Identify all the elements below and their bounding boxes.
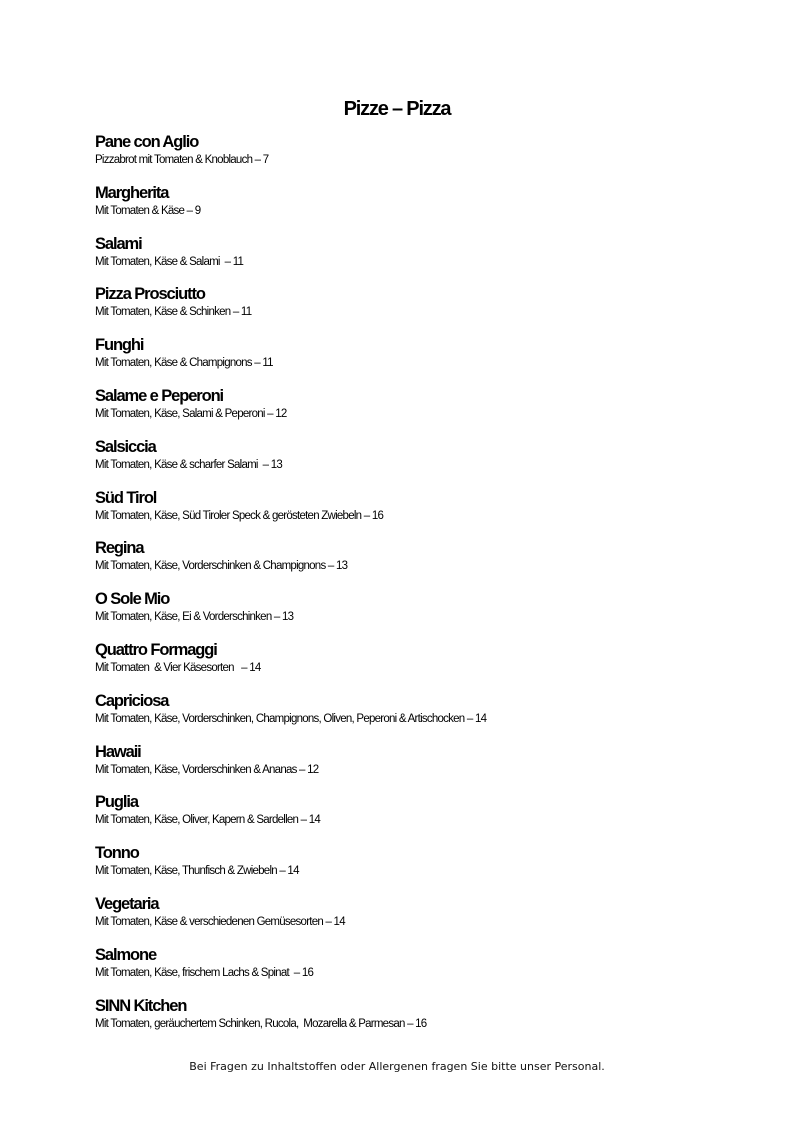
menu-item-description: Mit Tomaten, Käse & Schinken – 11 (95, 306, 252, 319)
menu-item (95, 741, 735, 792)
menu-item-name: Regina (95, 539, 144, 558)
menu-item (95, 385, 735, 436)
menu-item-name: O Sole Mio (95, 590, 170, 609)
menu-item-description: Mit Tomaten, Käse & verschiedenen Gemüsesorten – 14 (95, 915, 345, 928)
menu-item-name: Salmone (95, 945, 157, 964)
menu-item-name: Süd Tirol (95, 488, 157, 507)
menu-item-description: Mit Tomaten, Käse, Vorderschinken & Ananas – 12 (95, 763, 319, 776)
menu-item-description: Mit Tomaten, Käse, Thunfisch & Zwiebeln – 14 (95, 865, 299, 878)
menu-item-description: Mit Tomaten, Käse & Champignons – 11 (95, 357, 273, 370)
menu-item (95, 588, 735, 639)
menu-item-name: Capriciosa (95, 691, 169, 710)
menu-item (95, 131, 735, 182)
menu-item (95, 690, 735, 741)
menu-item (95, 639, 735, 690)
menu-item-name: Hawaii (95, 742, 141, 761)
menu-item-description: Mit Tomaten, Käse & Salami – 11 (95, 255, 244, 268)
menu-item-description: Mit Tomaten, geräuchertem Schinken, Rucola, Mozarella & Parmesan – 16 (95, 1017, 427, 1030)
menu-item-name: Quattro Formaggi (95, 640, 217, 659)
menu-item-name: Puglia (95, 793, 138, 812)
menu-item (95, 995, 735, 1046)
page-title: Pizze – Pizza (343, 98, 451, 120)
menu-item (95, 436, 735, 487)
menu-item (95, 334, 735, 385)
allergen-note: Bei Fragen zu Inhaltstoffen oder Allergenen fragen Sie bitte unser Personal. (189, 1060, 605, 1073)
menu-item-description: Mit Tomaten, Käse, Vorderschinken & Champignons – 13 (95, 560, 348, 573)
menu-item-description: Mit Tomaten, Käse, Süd Tiroler Speck & gerösteten Zwiebeln – 16 (95, 509, 384, 522)
menu-item-description: Mit Tomaten & Vier Käsesorten – 14 (95, 661, 261, 674)
menu-item-description: Mit Tomaten, Käse, Oliver, Kapern & Sardellen – 14 (95, 814, 321, 827)
menu-item-name: Salami (95, 234, 142, 253)
menu-item-description: Mit Tomaten & Käse – 9 (95, 204, 201, 217)
menu-item (95, 233, 735, 284)
menu-item-name: Pane con Aglio (95, 133, 199, 151)
menu-item-name: Tonno (95, 844, 139, 863)
menu-item (95, 893, 735, 944)
menu-item-description: Mit Tomaten, Käse, Ei & Vorderschinken – 13 (95, 611, 294, 624)
menu-item-name: SINN Kitchen (95, 996, 187, 1015)
menu-item-description: Mit Tomaten, Käse & scharfer Salami – 13 (95, 458, 282, 471)
menu-item (95, 283, 735, 334)
menu-item-description: Mit Tomaten, Käse, frischem Lachs & Spinat – 16 (95, 966, 314, 979)
menu-item-name: Vegetaria (95, 894, 159, 913)
menu-item-description: Pizzabrot mit Tomaten & Knoblauch – 7 (95, 154, 269, 166)
menu-item-name: Salsiccia (95, 437, 156, 456)
menu-list (95, 131, 735, 1045)
menu-item-name: Margherita (95, 183, 169, 202)
menu-item (95, 182, 735, 233)
menu-item-name: Funghi (95, 336, 144, 355)
menu-item-description: Mit Tomaten, Käse, Vorderschinken, Champignons, Oliven, Peperoni & Artischocken – 14 (95, 712, 487, 725)
menu-item-name: Salame e Peperoni (95, 386, 224, 405)
menu-item (95, 537, 735, 588)
menu-item-description: Mit Tomaten, Käse, Salami & Peperoni – 12 (95, 407, 287, 420)
menu-item (95, 944, 735, 995)
menu-item (95, 842, 735, 893)
menu-item (95, 791, 735, 842)
menu-item-name: Pizza Prosciutto (95, 285, 205, 304)
menu-item (95, 487, 735, 538)
